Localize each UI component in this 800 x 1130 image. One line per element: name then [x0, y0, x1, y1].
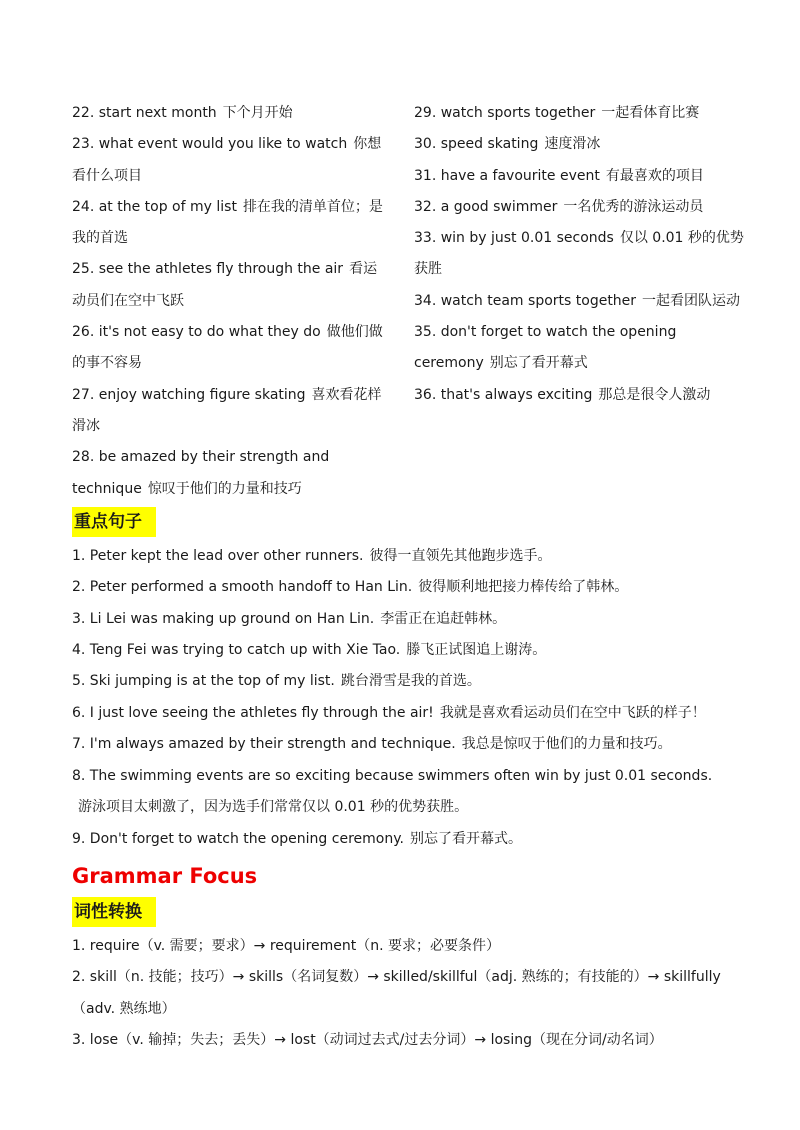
sentence-item: 7. I'm always amazed by their strength and technique. 我总是惊叹于他们的力量和技巧。 [72, 736, 672, 753]
phrase-item: 26. it's not easy to do what they do 做他们做的事不容易 [72, 324, 383, 372]
phrase-item: 28. be amazed by their strength and technique 惊叹于他们的力量和技巧 [72, 449, 330, 497]
key-sentences-heading: 重点句子 [72, 507, 156, 537]
conversion-item: 1. require（v. 需要；要求）→ requirement（n. 要求；必要条件） [72, 937, 501, 954]
conversion-heading: 词性转换 [72, 897, 156, 927]
phrase-item: 35. don't forget to watch the opening ceremony 别忘了看开幕式 [414, 324, 677, 372]
phrase-item: 32. a good swimmer 一名优秀的游泳运动员 [414, 198, 704, 215]
phrase-item: 34. watch team sports together 一起看团队运动 [414, 292, 741, 309]
key-sentence-list [72, 541, 732, 855]
sentence-item: 5. Ski jumping is at the top of my list. 跳台滑雪是我的首选。 [72, 673, 481, 690]
document-page [72, 98, 744, 1057]
phrase-column-right [414, 98, 744, 505]
conversion-item: 3. lose（v. 输掉；失去；丢失）→ lost（动词过去式/过去分词）→ losing（现在分词/动名词） [72, 1032, 663, 1049]
grammar-focus-title: Grammar Focus [72, 863, 258, 888]
phrase-item: 23. what event would you like to watch 你想看什么项目 [72, 136, 382, 184]
conversion-list [72, 931, 732, 1057]
sentence-item: 8. The swimming events are so exciting because swimmers often win by just 0.01 seconds.游泳项目太刺激了，因为选手们常常仅以 0.01 秒的优势获胜。 [72, 767, 713, 816]
conversion-item: 2. skill（n. 技能；技巧）→ skills（名词复数）→ skilled/skillful（adj. 熟练的；有技能的）→ skillfully（adv. 熟练地） [72, 969, 721, 1017]
phrase-item: 29. watch sports together 一起看体育比赛 [414, 105, 700, 121]
sentence-item: 6. I just love seeing the athletes fly through the air! 我就是喜欢看运动员们在空中飞跃的样子！ [72, 704, 706, 721]
sentence-item: 4. Teng Fei was trying to catch up with Xie Tao. 滕飞正试图追上谢涛。 [72, 642, 547, 659]
phrase-item: 22. start next month 下个月开始 [72, 105, 293, 121]
phrase-item: 33. win by just 0.01 seconds 仅以 0.01 秒的优势获胜 [414, 230, 744, 278]
phrase-list [72, 98, 744, 505]
phrase-item: 27. enjoy watching figure skating 喜欢看花样滑冰 [72, 386, 382, 434]
sentence-item: 2. Peter performed a smooth handoff to Han Lin. 彼得顺利地把接力棒传给了韩林。 [72, 579, 629, 596]
phrase-item: 36. that's always exciting 那总是很令人激动 [414, 386, 711, 403]
phrase-item: 25. see the athletes fly through the air 看运动员们在空中飞跃 [72, 261, 378, 309]
phrase-item: 24. at the top of my list 排在我的清单首位；是我的首选 [72, 198, 383, 247]
phrase-column-left [72, 98, 388, 505]
sentence-item: 1. Peter kept the lead over other runners. 彼得一直领先其他跑步选手。 [72, 547, 552, 564]
sentence-item: 9. Don't forget to watch the opening ceremony. 别忘了看开幕式。 [72, 830, 522, 847]
sentence-item: 3. Li Lei was making up ground on Han Lin. 李雷正在追赶韩林。 [72, 610, 507, 627]
phrase-item: 31. have a favourite event 有最喜欢的项目 [414, 167, 704, 184]
phrase-item: 30. speed skating 速度滑冰 [414, 136, 601, 153]
